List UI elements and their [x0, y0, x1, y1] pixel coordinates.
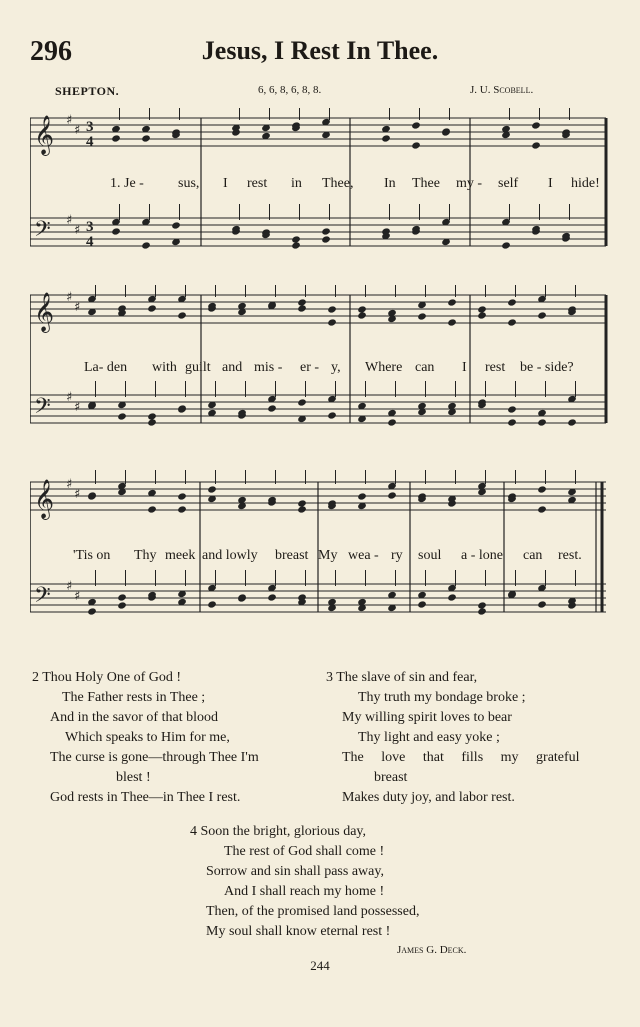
- lyric-syllable: ry: [391, 548, 403, 563]
- notehead: [177, 505, 187, 513]
- sharp-icon: ♯: [66, 579, 73, 594]
- verse-2: [32, 668, 259, 808]
- notehead: [447, 593, 457, 601]
- notehead: [537, 505, 547, 513]
- notehead: [117, 412, 127, 420]
- notehead: [147, 304, 157, 312]
- notehead: [111, 134, 121, 142]
- treble-clef-icon: 𝄞: [34, 292, 55, 332]
- verse-4: [190, 822, 419, 942]
- treble-clef-icon: 𝄞: [34, 115, 55, 155]
- verse-line: God rests in Thee—in Thee I rest.: [50, 790, 241, 805]
- hymn-meter: 6, 6, 8, 6, 8, 8.: [258, 84, 322, 96]
- verse-line: Makes duty joy, and labor rest.: [342, 790, 515, 805]
- lyric-syllable: I: [462, 360, 467, 375]
- notehead: [477, 607, 487, 615]
- lyric-syllable: y,: [331, 360, 341, 375]
- lyric-syllable: Thee,: [322, 176, 354, 191]
- lyric-syllable: I: [223, 176, 228, 191]
- lyric-syllable: can: [415, 360, 435, 375]
- notehead: [147, 505, 157, 513]
- sharp-icon: ♯: [74, 123, 81, 138]
- lyric-syllable: and: [222, 360, 243, 375]
- bass-clef-icon: 𝄢: [34, 217, 51, 247]
- sharp-icon: ♯: [74, 487, 81, 502]
- notehead: [417, 312, 427, 320]
- time-signature: 3: [86, 119, 94, 135]
- verse-line: The love that fills my grateful: [342, 750, 580, 765]
- verse-3: [326, 668, 580, 808]
- notehead: [327, 305, 337, 313]
- lyric-syllable: hide!: [571, 176, 600, 191]
- author: James G. Deck.: [397, 944, 467, 956]
- lyric-syllable: wea -: [348, 548, 379, 563]
- notehead: [567, 418, 577, 426]
- lyric-syllable: mis -: [254, 360, 283, 375]
- lyric-syllable: er -: [300, 360, 320, 375]
- time-signature: 3: [86, 219, 94, 235]
- notehead: [267, 404, 277, 412]
- bass-clef-icon: 𝄢: [34, 394, 51, 424]
- lyric-syllable: in: [291, 176, 302, 191]
- lyric-syllable: guilt: [185, 360, 211, 375]
- notehead: [207, 485, 217, 493]
- lyric-syllable: breast: [275, 548, 309, 563]
- notehead: [267, 593, 277, 601]
- lyric-syllable: 1. Je -: [110, 176, 144, 191]
- sharp-icon: ♯: [66, 290, 73, 305]
- lyric-syllable: self: [498, 176, 519, 191]
- verse-line: 4 Soon the bright, glorious day,: [190, 824, 367, 839]
- notehead: [327, 411, 337, 419]
- notehead: [537, 485, 547, 493]
- verse-line: Thy light and easy yoke ;: [358, 730, 500, 745]
- time-signature: 4: [86, 234, 94, 250]
- verse-line: Then, of the promised land possessed,: [206, 904, 420, 919]
- notehead: [507, 318, 517, 326]
- hymn-title: Jesus, I Rest In Thee.: [201, 36, 439, 65]
- verse-line: 2 Thou Holy One of God !: [32, 670, 182, 685]
- notehead: [141, 241, 151, 249]
- verse-line: My soul shall know eternal rest !: [206, 924, 391, 939]
- notehead: [327, 318, 337, 326]
- lyric-syllable: rest.: [558, 548, 582, 563]
- lyric-syllable: rest: [247, 176, 268, 191]
- notehead: [87, 607, 97, 615]
- bass-clef-icon: 𝄢: [34, 583, 51, 613]
- sharp-icon: ♯: [66, 213, 73, 228]
- treble-clef-icon: 𝄞: [34, 479, 55, 519]
- notehead: [537, 600, 547, 608]
- notehead: [507, 418, 517, 426]
- notehead: [531, 141, 541, 149]
- sharp-icon: ♯: [66, 390, 73, 405]
- lyric-syllable: with: [152, 360, 177, 375]
- notehead: [177, 311, 187, 319]
- notehead: [411, 141, 421, 149]
- verse-line: 3 The slave of sin and fear,: [326, 670, 478, 685]
- notehead: [321, 235, 331, 243]
- verse-line: blest !: [116, 770, 151, 785]
- hymn-number: 296: [30, 36, 72, 67]
- notehead: [417, 600, 427, 608]
- verse-line: The rest of God shall come !: [224, 844, 385, 859]
- notehead: [297, 505, 307, 513]
- notehead: [357, 311, 367, 319]
- notehead: [477, 311, 487, 319]
- notehead: [117, 593, 127, 601]
- lyric-syllable: Where: [365, 360, 403, 375]
- lyric-syllable: rest: [485, 360, 506, 375]
- notehead: [147, 418, 157, 426]
- page-number: 244: [310, 958, 330, 973]
- notehead: [447, 318, 457, 326]
- lyric-syllable: and lowly: [202, 548, 258, 563]
- notehead: [321, 227, 331, 235]
- notehead: [537, 311, 547, 319]
- lyric-syllable: a - lone: [461, 548, 503, 563]
- lyric-syllable: soul: [418, 548, 442, 563]
- notehead: [411, 121, 421, 129]
- notehead: [177, 492, 187, 500]
- verse-line: And I shall reach my home !: [224, 884, 385, 899]
- notehead: [357, 492, 367, 500]
- lyric-syllable: can: [523, 548, 543, 563]
- notehead: [297, 398, 307, 406]
- lyric-syllable: be - side?: [520, 360, 574, 375]
- verse-line: And in the savor of that blood: [50, 710, 218, 725]
- lyric-syllable: Thee: [412, 176, 440, 191]
- music-system-1: [30, 108, 610, 278]
- composer: J. U. Scobell.: [470, 84, 534, 96]
- notehead: [387, 491, 397, 499]
- lyric-syllable: sus,: [178, 176, 200, 191]
- notehead: [207, 600, 217, 608]
- verse-line: Sorrow and sin shall pass away,: [206, 864, 384, 879]
- lyric-syllable: My: [318, 548, 338, 563]
- lyric-syllable: La- den: [84, 360, 128, 375]
- lyric-syllable: Thy: [134, 548, 157, 563]
- sharp-icon: ♯: [74, 300, 81, 315]
- notehead: [447, 298, 457, 306]
- lyric-syllable: my -: [456, 176, 483, 191]
- notehead: [111, 227, 121, 235]
- sharp-icon: ♯: [66, 477, 73, 492]
- verse-line: The curse is gone—through Thee I'm: [50, 750, 259, 765]
- notehead: [171, 221, 181, 229]
- notehead: [387, 418, 397, 426]
- notehead: [537, 418, 547, 426]
- notehead: [291, 241, 301, 249]
- sharp-icon: ♯: [74, 223, 81, 238]
- lyric-syllable: meek: [165, 548, 196, 563]
- sharp-icon: ♯: [66, 113, 73, 128]
- lyric-syllable: I: [548, 176, 553, 191]
- sharp-icon: ♯: [74, 400, 81, 415]
- verse-line: Thy truth my bondage broke ;: [358, 690, 526, 705]
- time-signature: 4: [86, 134, 94, 150]
- notehead: [507, 298, 517, 306]
- notehead: [507, 405, 517, 413]
- notehead: [501, 241, 511, 249]
- notehead: [141, 134, 151, 142]
- lyric-syllable: In: [384, 176, 396, 191]
- verse-line: Which speaks to Him for me,: [65, 730, 230, 745]
- notehead: [117, 601, 127, 609]
- lyric-syllable: 'Tis on: [73, 548, 111, 563]
- tune-name: SHEPTON.: [55, 84, 120, 98]
- sharp-icon: ♯: [74, 589, 81, 604]
- verse-line: My willing spirit loves to bear: [342, 710, 512, 725]
- notehead: [297, 304, 307, 312]
- verse-line: The Father rests in Thee ;: [62, 690, 206, 705]
- notehead: [531, 121, 541, 129]
- verse-line: breast: [374, 770, 408, 785]
- notehead: [381, 134, 391, 142]
